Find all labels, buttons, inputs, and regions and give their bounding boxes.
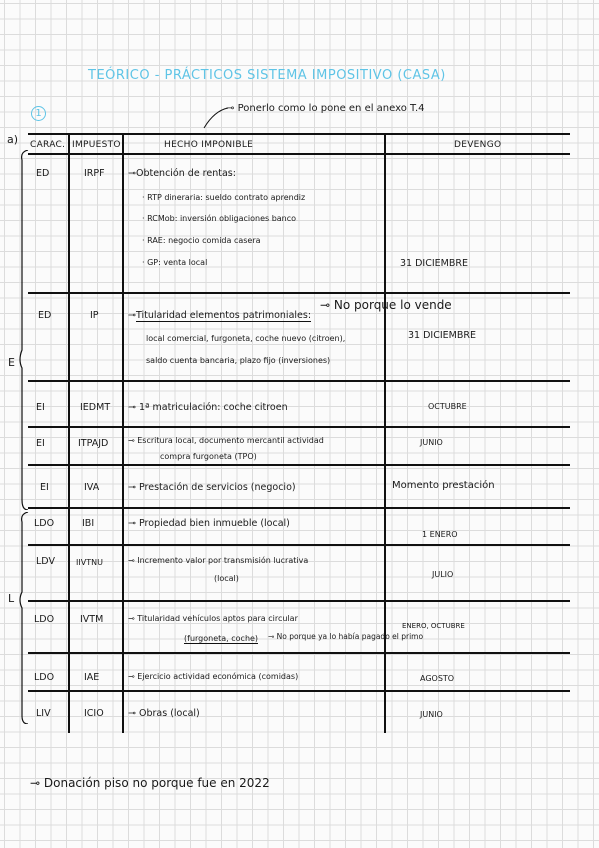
row-7-devengo: ENERO, OCTUBRE [402,622,465,630]
header-impuesto: IMPUESTO [72,140,121,150]
header-hecho: HECHO IMPONIBLE [164,140,254,150]
row-0-carac: ED [36,168,50,179]
header-devengo: DEVENGO [454,140,502,150]
row-4-hecho-0: ⊸ Prestación de servicios (negocio) [128,482,296,493]
side-label-e: E [8,356,15,369]
row-1-hecho-0: ⊸Titularidad elementos patrimoniales: [128,310,312,321]
footer-note: ⊸ Donación piso no porque fue en 2022 [30,776,270,790]
arrow-icon: ⊸ [128,436,138,445]
row-7-hecho-0: ⊸ Titularidad vehículos aptos para circular [128,614,298,623]
row-4-carac: EI [40,482,49,493]
row-5-carac: LDO [34,518,55,529]
row-0-hecho-3: · RAE: negocio comida casera [142,236,261,245]
row-0-hecho-4: · GP: venta local [142,258,208,267]
row-4-impuesto: IVA [84,482,100,493]
header-carac: CARAC. [30,140,66,150]
row-7-carac: LDO [34,614,55,625]
header-bottom-line [28,153,570,155]
row-9-devengo: JUNIO [420,710,443,719]
row-1-carac: ED [38,310,52,321]
row-6-hecho-0: ⊸ Incremento valor por transmisión lucrativa [128,556,309,565]
row-8-carac: LDO [34,672,55,683]
row-1-hecho-1: local comercial, furgoneta, coche nuevo (citroen), [146,334,346,343]
row-5-hecho-0: ⊸ Propiedad bien inmueble (local) [128,518,290,529]
row-1-impuesto: IP [90,310,99,321]
row-3-carac: EI [36,438,45,449]
col-divider-2 [122,133,124,733]
row-divider-5 [28,507,570,509]
row-7-hecho-1: (furgoneta, coche) [184,634,259,643]
arrow-icon: ⊸ [30,776,44,790]
row-6-hecho-1: (local) [214,574,239,583]
row-1-hecho-2: saldo cuenta bancaria, plazo fijo (inversiones) [146,356,331,365]
arrow-icon: ⊸ [128,402,139,413]
table-top-line [28,133,570,135]
row-0-impuesto: IRPF [84,168,105,179]
row-5-impuesto: IBI [82,518,95,529]
arrow-icon: ⊸ [268,632,277,641]
row-0-devengo: 31 DICIEMBRE [400,258,468,269]
row-1-annotation: ⊸ No porque lo vende [320,298,452,312]
arrow-icon: ⊸ [320,298,334,312]
row-9-carac: LIV [36,708,51,719]
row-8-devengo: AGOSTO [420,674,455,683]
arrow-icon: ⊸ [128,482,139,493]
arrow-icon: ⊸ [128,556,138,565]
row-4-devengo: Momento prestación [392,480,495,491]
row-3-hecho-0: ⊸ Escritura local, documento mercantil actividad [128,436,324,445]
row-5-devengo: 1 ENERO [422,530,458,539]
row-8-impuesto: IAE [84,672,100,683]
arrow-icon: ⊸ [128,708,139,719]
row-0-hecho-1: · RTP dineraria: sueldo contrato aprendiz [142,193,306,202]
row-2-carac: EI [36,402,45,413]
row-6-carac: LDV [36,556,55,567]
row-9-hecho-0: ⊸ Obras (local) [128,708,200,719]
row-divider-6 [28,544,570,546]
row-divider-4 [28,464,570,466]
arrow-icon: ⊸ [128,614,138,623]
row-divider-3 [28,426,570,428]
arrow-icon: ⊸ [128,518,139,529]
row-divider-9 [28,690,570,692]
row-2-devengo: OCTUBRE [428,402,467,411]
side-label-l: L [8,592,15,605]
row-9-impuesto: ICIO [84,708,104,719]
row-7-impuesto: IVTM [80,614,104,625]
row-3-devengo: JUNIO [420,438,443,447]
part-label: a) [7,133,19,146]
bracket-e [16,150,30,510]
row-divider-8 [28,652,570,654]
row-6-impuesto: IIVTNU [76,558,103,567]
row-3-hecho-1: compra furgoneta (TPO) [160,452,257,461]
row-0-hecho-2: · RCMob: inversión obligaciones banco [142,214,297,223]
note-top-text: Ponerlo como lo pone en el anexo T.4 [237,103,425,114]
row-2-hecho-0: ⊸ 1ª matriculación: coche citroen [128,402,288,413]
row-0-hecho-0: ⊸Obtención de rentas: [128,168,236,179]
row-2-impuesto: IEDMT [80,402,111,413]
note-top [226,103,425,114]
row-6-devengo: JULIO [432,570,454,579]
page-title: TEÓRICO - PRÁCTICOS SISTEMA IMPOSITIVO (CASA) [88,68,446,83]
row-3-impuesto: ITPAJD [78,438,109,449]
arrow-icon: ⊸ [226,103,238,114]
arrow-icon: ⊸ [128,168,136,179]
arrow-icon: ⊸ [128,310,136,321]
row-8-hecho-0: ⊸ Ejercicio actividad económica (comidas) [128,672,299,681]
row-divider-2 [28,380,570,382]
col-divider-3 [384,133,386,733]
row-1-devengo: 31 DICIEMBRE [408,330,476,341]
exercise-number: 1 [31,106,46,121]
row-7-annotation: ⊸ No porque ya lo había pagado el primo [268,632,424,641]
row-divider-1 [28,292,570,294]
col-divider-1 [68,133,70,733]
row-divider-7 [28,600,570,602]
arrow-icon: ⊸ [128,672,138,681]
